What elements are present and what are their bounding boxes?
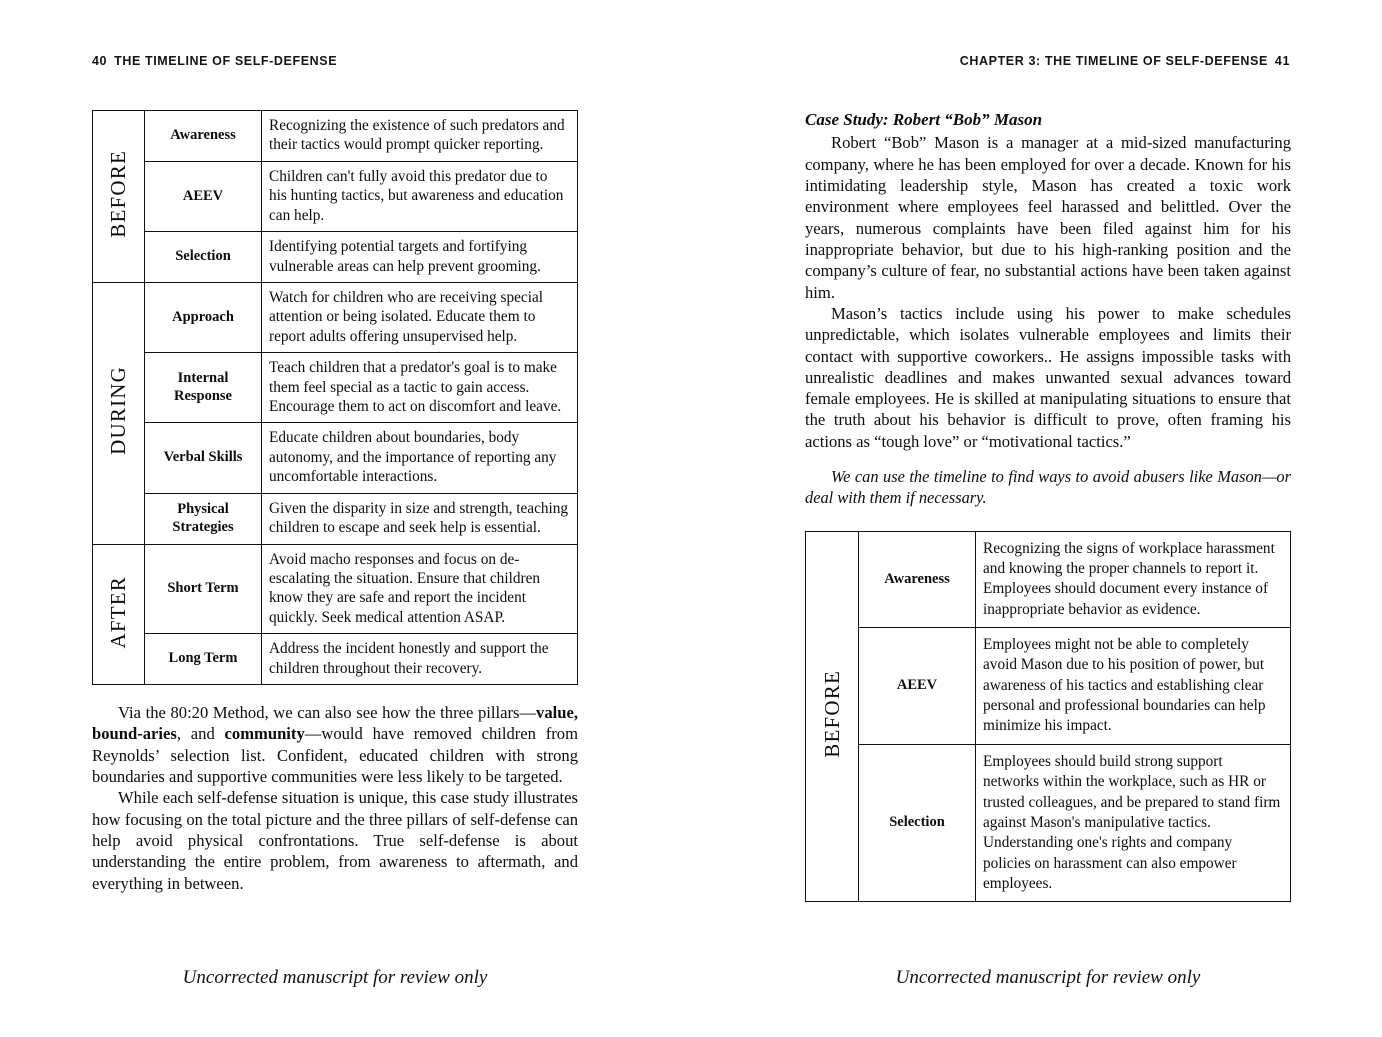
description-cell: Identifying potential targets and fortifying vulnerable areas can help prevent grooming. — [262, 232, 578, 283]
running-head-right-title: CHAPTER 3: THE TIMELINE OF SELF-DEFENSE — [959, 54, 1268, 68]
running-head-right — [960, 54, 1290, 68]
description-cell: Children can't fully avoid this predator due to his hunting tactics, but awareness and education can help. — [262, 161, 578, 231]
table-row — [93, 423, 578, 493]
description-cell: Watch for children who are receiving special attention or being isolated. Educate them to report adults offering unsupervised help. — [262, 282, 578, 352]
phase-label: AFTER — [106, 575, 130, 649]
phase-cell-before — [93, 111, 145, 283]
timeline-table-right — [805, 531, 1291, 903]
footer-right: Uncorrected manuscript for review only — [895, 967, 1201, 988]
stage-cell: AEEV — [859, 628, 976, 745]
table-row — [93, 111, 578, 162]
paragraph-pillars-part3: —would have removed children from Reynolds’ selection list. Confident, educated children with strong boundaries and supportive communities were less likely to be targeted. — [92, 724, 578, 787]
stage-cell: Verbal Skills — [145, 423, 262, 493]
description-cell: Address the incident honestly and support the children throughout their recovery. — [262, 634, 578, 685]
phase-cell-before — [806, 531, 859, 902]
phase-cell-during — [93, 282, 145, 544]
paragraph-pillars — [92, 702, 578, 787]
table-row — [93, 282, 578, 352]
phase-cell-after — [93, 544, 145, 685]
paragraph-conclusion: While each self-defense situation is unique, this case study illustrates how focusing on the total picture and the three pillars of self-defense can help avoid physical confrontations. True self-defense is about understanding the entire problem, from awareness to aftermath, and everything in between. — [92, 788, 578, 893]
stage-cell: Awareness — [145, 111, 262, 162]
description-cell: Given the disparity in size and strength, teaching children to escape and seek help is essential. — [262, 493, 578, 544]
paragraph-pillars-part1: Via the 80:20 Method, we can also see how the three pillars— — [118, 703, 537, 723]
case-study-paragraph-2: Mason’s tactics include using his power to make schedules unpredictable, which isolates vulnerable employees and limits their contact with supportive coworkers.. He assigns impossible tasks with unrealistic deadlines and makes unwanted sexual advances toward female employees. He is skilled at manipulating situations to ensure that the truth about his behavior is difficult to prove, often framing his actions as “tough love” or “motivational tactics.” — [805, 303, 1291, 451]
stage-cell: Selection — [145, 232, 262, 283]
phase-label: DURING — [106, 366, 130, 456]
table-row — [93, 493, 578, 544]
stage-cell: AEEV — [145, 161, 262, 231]
description-cell: Avoid macho responses and focus on de-escalating the situation. Ensure that children know they are safe and report the incident quickly. Seek medical attention ASAP. — [262, 544, 578, 634]
paragraph-pillars-part2: , and — [176, 724, 225, 744]
table-row — [93, 353, 578, 423]
timeline-italic-note: We can use the timeline to find ways to avoid abusers like Mason—or deal with them if necessary. — [805, 467, 1291, 508]
footer-left: Uncorrected manuscript for review only — [182, 967, 488, 988]
page-folio-left: 40 — [92, 54, 108, 68]
stage-cell: Selection — [859, 744, 976, 901]
stage-cell: Physical Strategies — [145, 493, 262, 544]
description-cell: Teach children that a predator's goal is to make them feel special as a tactic to gain access. Encourage them to act on discomfort and leave. — [262, 353, 578, 423]
case-study-heading: Case Study: Robert “Bob” Mason — [805, 110, 1043, 129]
table-row — [806, 531, 1291, 627]
description-cell: Recognizing the signs of workplace harassment and knowing the proper channels to report it. Employees should document every instance of inappropriate behavior as evidence. — [976, 531, 1291, 627]
left-page-column — [92, 110, 578, 894]
page-folio-right: 41 — [1274, 54, 1290, 68]
paragraph-pillars-bold2: community — [224, 724, 305, 744]
stage-cell: Approach — [145, 282, 262, 352]
stage-cell: Internal Response — [145, 353, 262, 423]
right-page-column — [805, 110, 1291, 902]
description-cell: Employees might not be able to completely avoid Mason due to his position of power, but awareness of his tactics and establishing clear personal and professional boundaries can help minimize his impact. — [976, 628, 1291, 745]
description-cell: Employees should build strong support networks within the workplace, such as HR or trusted colleagues, and be prepared to stand firm against Mason's manipulative tactics. Understanding one's rights and company policies on harassment can also empower employees. — [976, 744, 1291, 901]
running-head-left-title: THE TIMELINE OF SELF-DEFENSE — [114, 54, 338, 68]
table-row — [93, 232, 578, 283]
description-cell: Recognizing the existence of such predators and their tactics would prompt quicker reporting. — [262, 111, 578, 162]
stage-cell: Awareness — [859, 531, 976, 627]
table-row — [93, 161, 578, 231]
stage-cell: Short Term — [145, 544, 262, 634]
table-row — [806, 628, 1291, 745]
paragraph-pillars-bold1: value, bound-aries — [92, 703, 578, 744]
running-head-left — [92, 54, 337, 68]
case-study-paragraph-1: Robert “Bob” Mason is a manager at a mid-sized manufacturing company, where he has been employed for over a decade. Known for his intimidating leadership style, Mason has created a toxic work environment where employees feel harassed and belittled. Over the years, numerous complaints have been filed against him for his inappropriate behavior, but due to his high-ranking position and the company’s culture of fear, no substantial actions have been taken against him. — [805, 133, 1291, 302]
table-row — [806, 744, 1291, 901]
table-row — [93, 634, 578, 685]
phase-label: BEFORE — [819, 670, 844, 758]
stage-cell: Long Term — [145, 634, 262, 685]
table-row — [93, 544, 578, 634]
timeline-table-left — [92, 110, 578, 685]
description-cell: Educate children about boundaries, body autonomy, and the importance of reporting any uncomfortable interactions. — [262, 423, 578, 493]
phase-label: BEFORE — [106, 150, 130, 238]
